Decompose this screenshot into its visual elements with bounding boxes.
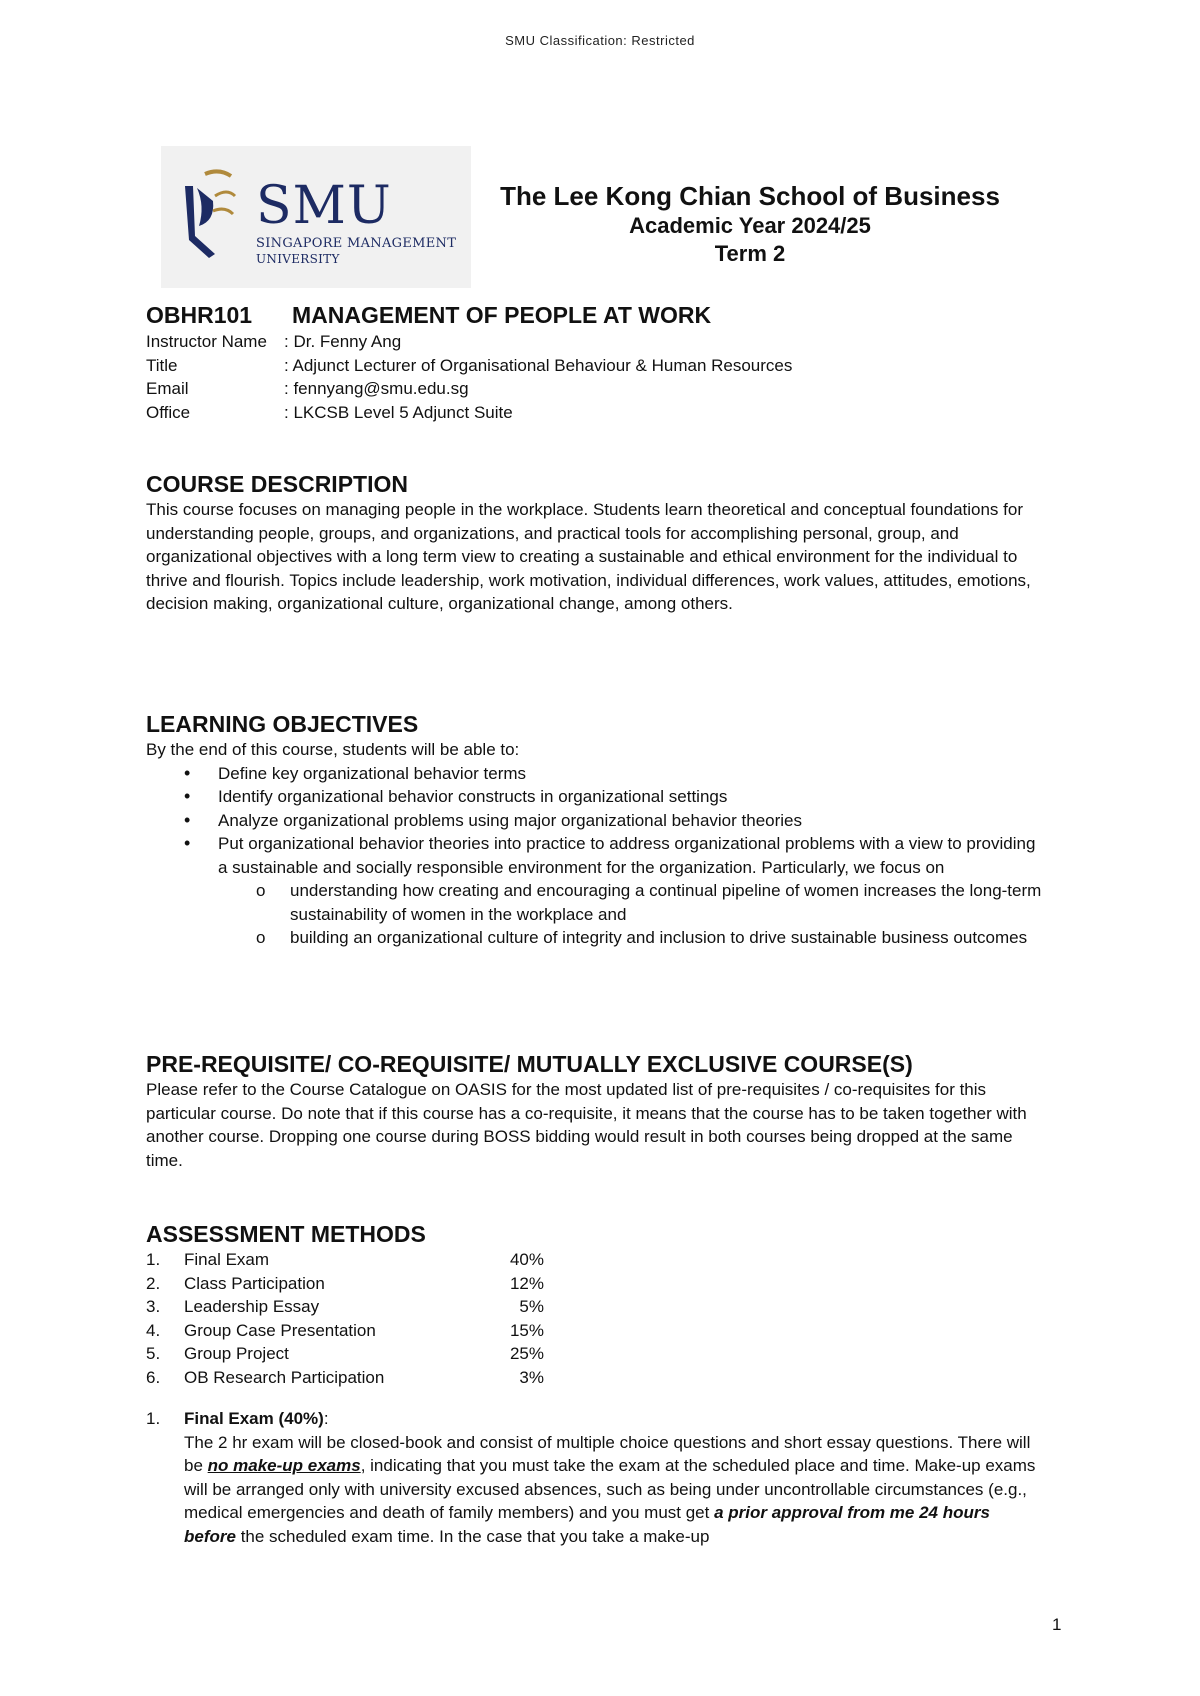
assessment-row bbox=[146, 1272, 546, 1296]
list-item bbox=[146, 832, 1046, 950]
info-key: Title bbox=[146, 355, 178, 375]
assessment-row bbox=[146, 1366, 546, 1390]
assessment-number: 3. bbox=[146, 1297, 161, 1316]
course-title: MANAGEMENT OF PEOPLE AT WORK bbox=[292, 302, 712, 328]
course-code: OBHR101 bbox=[146, 302, 253, 328]
school-header bbox=[470, 180, 1030, 268]
assessment-name: Class Participation bbox=[184, 1273, 325, 1293]
assessment-weight: 15% bbox=[509, 1320, 544, 1340]
assessment-name: Leadership Essay bbox=[184, 1297, 320, 1316]
list-item: • Identify organizational behavior constructs in organizational settings bbox=[146, 785, 1046, 809]
emphasis-no-makeup: no make-up exams bbox=[207, 1456, 361, 1475]
assessment-name: Group Case Presentation bbox=[184, 1320, 376, 1340]
info-title bbox=[146, 354, 1046, 378]
learning-objectives-section bbox=[146, 710, 1046, 950]
term: Term 2 bbox=[714, 241, 786, 266]
detail-text-part: , indicating that you must take the exam at the scheduled place and time. Make-up exams will be arranged only with university excused absences, such as being under uncontrollable circumstances (e.g., medical emergencies and death of family members) and you must get bbox=[184, 1456, 1036, 1522]
detail-text-part: the scheduled exam time. In the case that you take a make-up bbox=[235, 1526, 710, 1546]
list-item-text: Put organizational behavior theories into practice to address organizational problems with a view to providing a sustainable and socially responsible environment for the organization. Particularly, we focus on bbox=[218, 834, 1036, 877]
assessment-number: 6. bbox=[146, 1367, 161, 1387]
info-key: Office bbox=[146, 402, 191, 422]
info-key: Email bbox=[146, 379, 189, 398]
smu-logo bbox=[161, 146, 471, 288]
description-text: This course focuses on managing people in the workplace. Students learn theoretical and conceptual foundations for understanding people, groups, and organizations, and practical tools for accomplishing personal, group, and organizational objectives with a long term view to creating a sustainable and ethical environment for the individual to thrive and flourish. Topics include leadership, work motivation, individual differences, work values, attitudes, emotions, decision making, organizational culture, organizational change, among others. bbox=[146, 500, 1031, 613]
school-name: The Lee Kong Chian School of Business bbox=[500, 181, 1000, 211]
assessment-weight: 3% bbox=[519, 1367, 544, 1387]
section-heading: LEARNING OBJECTIVES bbox=[146, 711, 419, 737]
assessment-weight: 40% bbox=[509, 1250, 544, 1269]
assessment-number: 5. bbox=[146, 1344, 161, 1363]
course-description-section bbox=[146, 470, 1046, 616]
course-header bbox=[146, 300, 1046, 424]
prereq-text: Please refer to the Course Catalogue on OASIS for the most updated list of pre-requisites / co-requisites for this particular course. Do note that if this course has a co-requisite, it means that the course has to be taken together with another course. Dropping one course during BOSS bidding would result in both courses being dropped at the same time. bbox=[146, 1080, 1027, 1170]
assessment-number: 1. bbox=[146, 1250, 161, 1269]
smu-emblem-icon bbox=[175, 166, 255, 266]
assessment-row bbox=[146, 1248, 546, 1272]
logo-wordmark: SMU bbox=[256, 176, 392, 236]
logo-subtitle: SINGAPORE MANAGEMENT bbox=[256, 236, 457, 251]
objectives-intro: By the end of this course, students will be able to: bbox=[146, 740, 520, 759]
detail-title: Final Exam (40%) bbox=[184, 1409, 324, 1428]
info-office bbox=[146, 401, 1046, 425]
list-item: • Analyze organizational problems using major organizational behavior theories bbox=[146, 809, 1046, 833]
section-heading: COURSE DESCRIPTION bbox=[146, 471, 408, 497]
page-number: 1 bbox=[1052, 1615, 1062, 1634]
assessment-section bbox=[146, 1220, 1046, 1548]
assessment-name: Final Exam bbox=[184, 1250, 270, 1269]
info-key: Instructor Name bbox=[146, 332, 267, 351]
assessment-number: 2. bbox=[146, 1273, 161, 1293]
objectives-sublist bbox=[218, 879, 1046, 950]
final-exam-detail bbox=[146, 1407, 1046, 1548]
section-heading: PRE-REQUISITE/ CO-REQUISITE/ MUTUALLY EXCLUSIVE COURSE(S) bbox=[146, 1051, 913, 1077]
section-heading: ASSESSMENT METHODS bbox=[146, 1221, 426, 1247]
assessment-weight: 5% bbox=[519, 1297, 544, 1316]
academic-year: Academic Year 2024/25 bbox=[629, 213, 871, 238]
classification-label: SMU Classification: Restricted bbox=[505, 33, 695, 48]
emphasis-prior-approval: a prior approval from me 24 hours before bbox=[184, 1503, 990, 1546]
info-email bbox=[146, 377, 1046, 401]
assessment-name: OB Research Participation bbox=[184, 1367, 385, 1387]
detail-number: 1. bbox=[146, 1409, 161, 1428]
course-title-row bbox=[146, 300, 1046, 330]
detail-colon: : bbox=[323, 1409, 329, 1428]
assessment-weight: 25% bbox=[509, 1344, 544, 1363]
info-instructor bbox=[146, 330, 1046, 354]
logo-subtitle-2: UNIVERSITY bbox=[256, 252, 340, 266]
info-value: : Adjunct Lecturer of Organisational Behaviour & Human Resources bbox=[284, 355, 793, 375]
assessment-row bbox=[146, 1319, 546, 1343]
info-value[interactable]: : fennyang@smu.edu.sg bbox=[284, 379, 469, 398]
prerequisite-section bbox=[146, 1050, 1046, 1172]
assessment-row bbox=[146, 1342, 546, 1366]
list-item: • Define key organizational behavior terms bbox=[146, 762, 1046, 786]
sub-list-item: o building an organizational culture of integrity and inclusion to drive sustainable business outcomes bbox=[218, 926, 1046, 950]
assessment-number: 4. bbox=[146, 1320, 161, 1340]
objectives-list bbox=[146, 762, 1046, 950]
sub-list-item: o understanding how creating and encouraging a continual pipeline of women increases the long-term sustainability of women in the workplace and bbox=[218, 879, 1046, 926]
detail-text-part: The 2 hr exam will be closed-book and consist of multiple choice questions and short essay questions. There will be bbox=[184, 1432, 1031, 1475]
assessment-list bbox=[146, 1248, 546, 1389]
detail-text bbox=[146, 1431, 1046, 1549]
info-value: : LKCSB Level 5 Adjunct Suite bbox=[284, 402, 513, 422]
assessment-weight: 12% bbox=[509, 1273, 544, 1293]
info-value: : Dr. Fenny Ang bbox=[284, 332, 402, 351]
assessment-row bbox=[146, 1295, 546, 1319]
detail-heading bbox=[146, 1407, 1046, 1431]
assessment-name: Group Project bbox=[184, 1344, 289, 1363]
